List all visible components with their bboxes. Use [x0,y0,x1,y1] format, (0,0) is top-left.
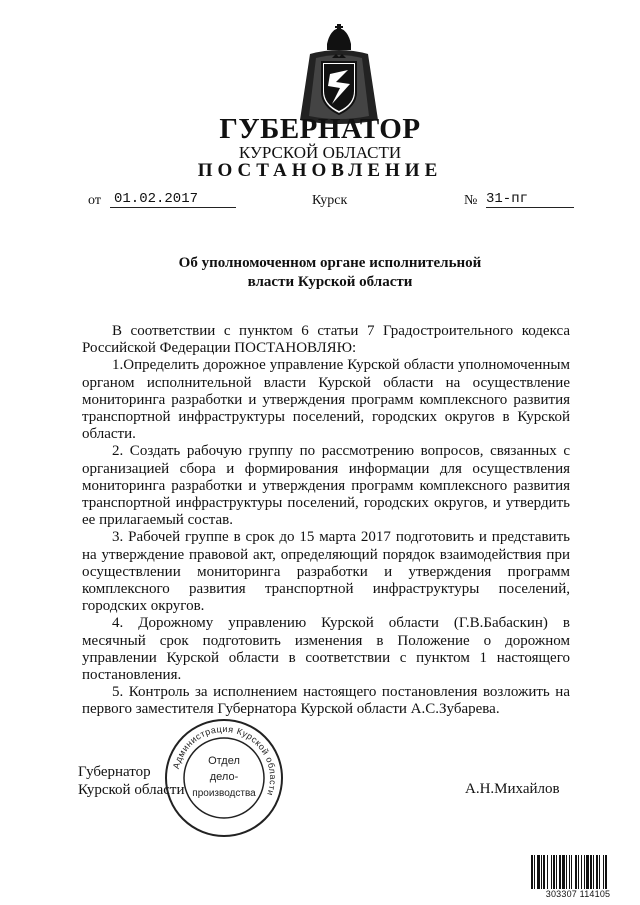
subject-line: власти Курской области [247,274,413,290]
stamp-ring-text: Администрация Курской области [170,723,279,798]
barcode-bar [534,855,535,889]
document-type: ПОСТАНОВЛЕНИЕ [197,160,443,181]
city: Курск [312,193,348,208]
number-label: № [464,193,478,208]
document-body [82,323,570,719]
barcode-bar [593,855,594,889]
signatory-title-line: Курской области [78,782,185,798]
clause-paragraph: 1.Определить дорожное управление Курской области уполномоченным органом исполнительной власти Курской области на осуществление мониторинга разработки и утверждения программ комплексного развития транспортной инфраструктуры поселений, городских округов в Курской области. [82,357,570,443]
clause-paragraph: 2. Создать рабочую группу по рассмотрению вопросов, связанных с организацией сбора и формирования информации для осуществления мониторинга разработки и утверждения программ комплексного развития транспортной инфраструктуры поселений, городских округов, и утвердить ее прилагаемый состав. [82,443,570,529]
barcode-bar [586,855,589,889]
clause-paragraph: 3. Рабочей группе в срок до 15 марта 2017 подготовить и представить на утверждение правовой акт, определяющий порядок взаимодействия при осуществлении мониторинга разработки и утверждения программ комплексного развития транспортной инфраструктуры поселений, городских округов. [82,529,570,615]
barcode-bar [596,855,598,889]
clause-paragraph: 5. Контроль за исполнением настоящего постановления возложить на первого заместителя Губернатора Курской области А.С.Зубарева. [82,684,570,718]
barcode-bar [569,855,570,889]
barcode-bar [566,855,567,889]
document-number: 31-пг [486,191,574,208]
barcode-bar [553,855,555,889]
stamp-center-line: дело- [209,771,239,783]
document-subject [120,254,540,292]
barcode-bar [562,855,565,889]
barcode-bar [559,855,561,889]
barcode-bar [537,855,540,889]
preamble-paragraph: В соответствии с пунктом 6 статьи 7 Градостроительного кодекса Российской Федерации ПОСТАНОВЛЯЮ: [82,323,570,357]
barcode-bar [599,855,600,889]
barcode-bar [531,855,533,889]
clause-paragraph: 4. Дорожному управлению Курской области (Г.В.Бабаскин) в месячный срок подготовить изменения в Положение о дорожном управлении Курской области в соответствии с пунктом 1 настоящего постановления. [82,615,570,684]
date-label: от [88,193,101,208]
barcode-bar [571,855,572,889]
signatory-title-line: Губернатор [78,764,151,780]
barcode-number: 303307 114105 [532,889,624,899]
barcode-bar [581,855,582,889]
subject-line: Об уполномоченном органе исполнительной [178,255,482,271]
stamp-center-line: Отдел [208,755,240,767]
barcode-bar [590,855,592,889]
barcode-bar [578,855,579,889]
barcode-bar [603,855,604,889]
stamp-center-line: производства [192,788,256,799]
barcode-bar [541,855,542,889]
barcode-bar [584,855,585,889]
barcode-bar [551,855,552,889]
region-subtitle: КУРСКОЙ ОБЛАСТИ [238,143,402,162]
signatory-name: А.Н.Михайлов [465,781,560,797]
barcode-bar [543,855,545,889]
office-stamp [162,716,286,840]
barcode-bar [556,855,557,889]
barcode-bar [575,855,577,889]
date-value: 01.02.2017 [110,191,236,208]
document-title: ГУБЕРНАТОР [219,113,421,145]
barcode-bar [547,855,548,889]
barcode-bar [605,855,607,889]
